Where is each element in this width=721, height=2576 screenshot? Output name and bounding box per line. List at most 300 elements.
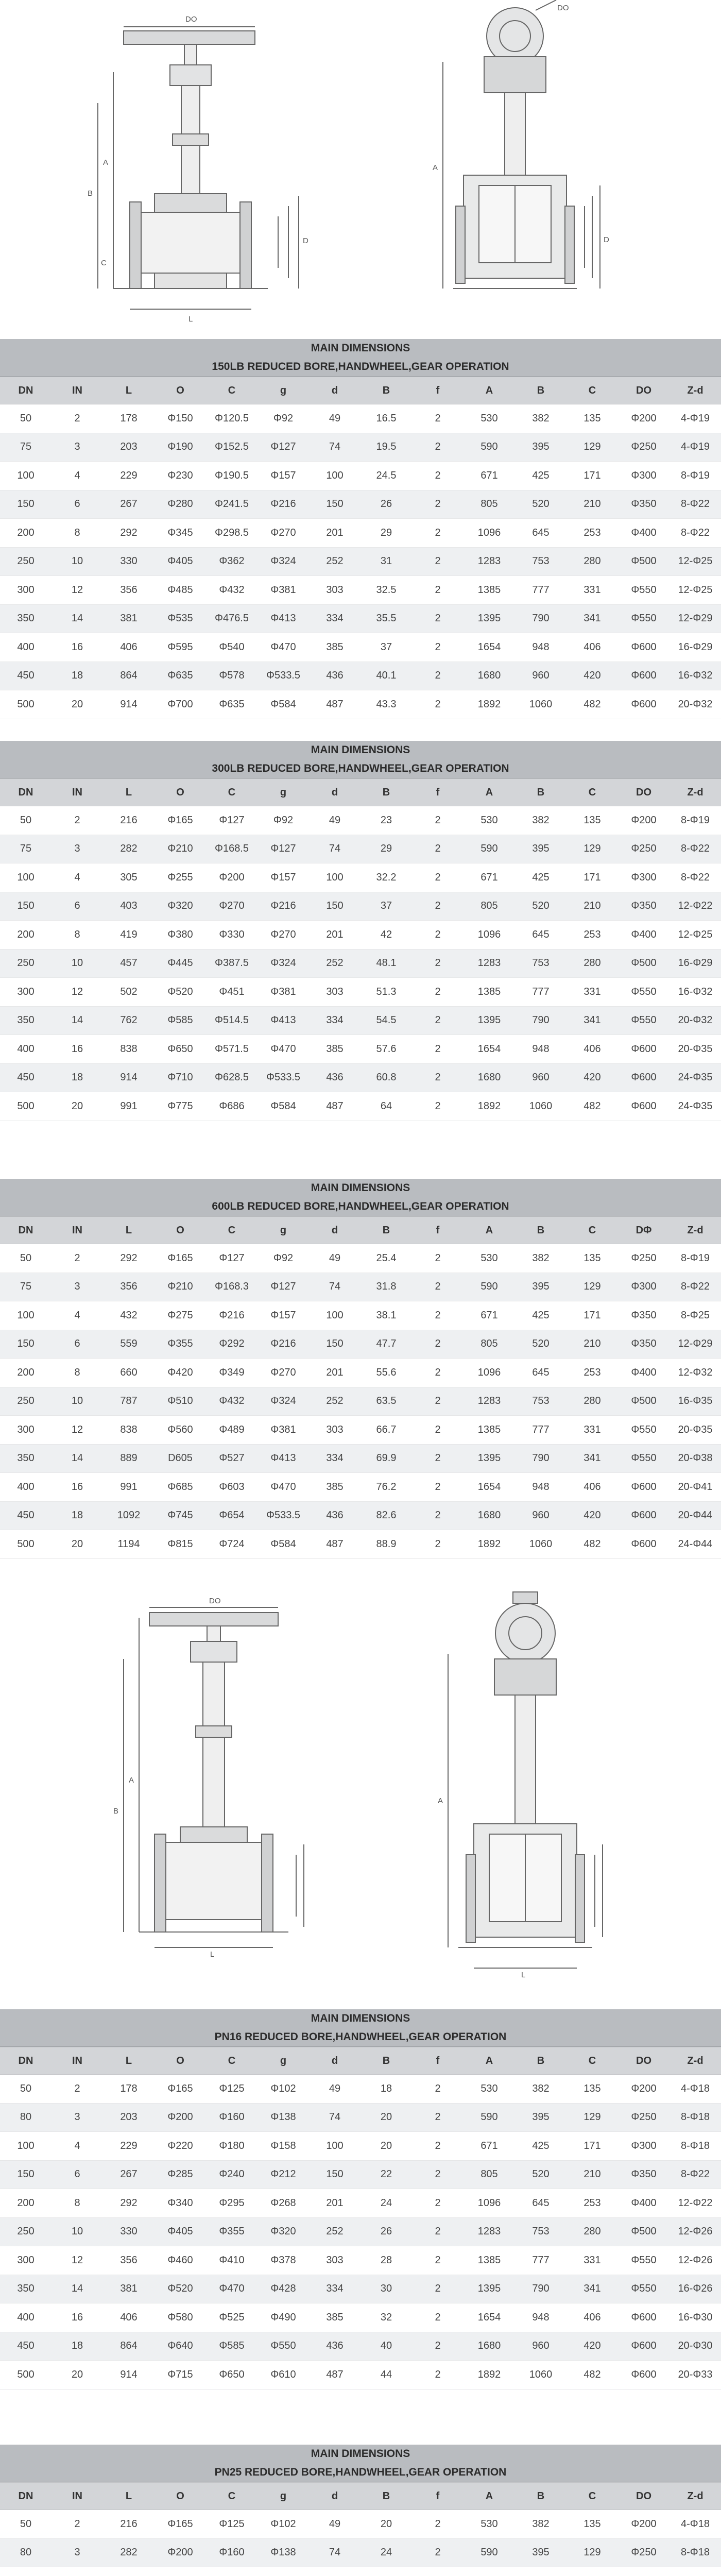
column-header: C	[566, 2483, 618, 2510]
table-cell: 100	[309, 2132, 360, 2161]
table-row	[0, 690, 721, 719]
table-cell: 395	[515, 2103, 566, 2132]
column-header: B	[515, 1217, 566, 1244]
table-cell: Φ500	[618, 547, 670, 576]
table-cell: Φ320	[258, 2217, 309, 2246]
table-cell: Φ349	[206, 1359, 258, 1387]
table-cell: 57.6	[360, 1035, 412, 1064]
table-cell: Φ340	[154, 2189, 206, 2218]
table-cell: Φ216	[258, 490, 309, 519]
table-cell: 753	[515, 949, 566, 978]
table-cell: Φ200	[618, 2075, 670, 2104]
table-cell: 10	[52, 547, 103, 576]
table-subtitle: 300LB REDUCED BORE,HANDWHEEL,GEAR OPERATION	[212, 762, 509, 774]
column-header: g	[258, 377, 309, 404]
table-cell: 300	[0, 978, 52, 1007]
table-cell: 3	[52, 835, 103, 863]
table-cell: 2	[412, 1006, 464, 1035]
table-cell: 2	[52, 2075, 103, 2104]
table-cell: 150	[0, 490, 52, 519]
table-cell: Φ600	[618, 2332, 670, 2361]
table-cell: 12-Φ22	[670, 2189, 721, 2218]
table-cell: 2	[412, 892, 464, 921]
table-cell: 382	[515, 2075, 566, 2104]
table-cell: 50	[0, 2075, 52, 2104]
table-cell: 135	[566, 2510, 618, 2539]
table-cell: 300	[0, 1416, 52, 1445]
column-header: Z-d	[670, 377, 721, 404]
table-cell: 201	[309, 1359, 360, 1387]
table-cell: 777	[515, 1416, 566, 1445]
table-cell: 8	[52, 921, 103, 950]
column-header: A	[464, 377, 515, 404]
column-header: C	[206, 1217, 258, 1244]
table-cell: Φ550	[618, 1006, 670, 1035]
table-cell: 1385	[464, 576, 515, 605]
table-row	[0, 547, 721, 576]
table-cell: 838	[103, 1416, 154, 1445]
table-cell: 201	[309, 2189, 360, 2218]
table-cell: Φ270	[258, 921, 309, 950]
table-cell: 1385	[464, 2246, 515, 2275]
table-cell: 420	[566, 2332, 618, 2361]
label-do: DO	[185, 15, 197, 24]
table-cell: 1060	[515, 690, 566, 719]
table-cell: Φ460	[154, 2246, 206, 2275]
label-b: B	[88, 189, 93, 198]
label-d: D	[303, 236, 308, 245]
table-cell: 341	[566, 1444, 618, 1473]
table-cell: Φ190.5	[206, 462, 258, 490]
table-cell: 12	[52, 978, 103, 1007]
table-header-row	[0, 1217, 721, 1244]
table-cell: 2	[412, 490, 464, 519]
table-cell: 457	[103, 949, 154, 978]
column-header: L	[103, 377, 154, 404]
table-cell: 20-Φ32	[670, 690, 721, 719]
table-cell: 420	[566, 1501, 618, 1530]
table-cell: Φ160	[206, 2538, 258, 2567]
table-cell: Φ413	[258, 604, 309, 633]
table-cell: 16	[52, 2303, 103, 2332]
table-cell: 790	[515, 2275, 566, 2303]
table-cell: 790	[515, 1444, 566, 1473]
table-cell: 530	[464, 404, 515, 433]
column-header: f	[412, 779, 464, 806]
table-cell: Φ350	[618, 1301, 670, 1330]
dimensions-table-pn25	[0, 2445, 721, 2576]
table-cell: 753	[515, 547, 566, 576]
table-cell: 100	[309, 1301, 360, 1330]
table-cell: Φ190	[154, 433, 206, 462]
table-cell: 74	[309, 1273, 360, 1301]
table-cell: 2	[412, 2332, 464, 2361]
table-cell: Φ138	[258, 2538, 309, 2567]
table-cell: Φ324	[258, 547, 309, 576]
table-cell: Φ815	[154, 1530, 206, 1559]
table-cell: 671	[464, 1301, 515, 1330]
table-cell: 171	[566, 2132, 618, 2161]
table-title: MAIN DIMENSIONS	[311, 2448, 410, 2460]
table-cell: 8-Φ22	[670, 519, 721, 548]
table-cell: Φ571.5	[206, 1035, 258, 1064]
table-cell: 4-Φ19	[670, 404, 721, 433]
table-cell: 2	[412, 519, 464, 548]
table-cell: 2	[412, 2510, 464, 2539]
table-row	[0, 1359, 721, 1387]
table-cell: 267	[103, 490, 154, 519]
table-cell: 960	[515, 2332, 566, 2361]
table-cell: 100	[309, 462, 360, 490]
column-header: DN	[0, 2047, 52, 2075]
table-cell: 50	[0, 1244, 52, 1273]
table-cell: Φ157	[258, 462, 309, 490]
table-cell: 2	[412, 2189, 464, 2218]
table-cell: Φ241.5	[206, 490, 258, 519]
table-cell: 530	[464, 806, 515, 835]
table-cell: Φ600	[618, 1063, 670, 1092]
table-cell: 520	[515, 892, 566, 921]
table-cell: 43.3	[360, 690, 412, 719]
table-cell: 303	[309, 2246, 360, 2275]
table-cell: Φ168.5	[206, 835, 258, 863]
table-cell: Φ600	[618, 1035, 670, 1064]
table-cell: 403	[103, 892, 154, 921]
table-cell: Φ686	[206, 1092, 258, 1121]
table-cell: 1060	[515, 1092, 566, 1121]
table-cell: 991	[103, 1473, 154, 1502]
table-cell: 40	[360, 2332, 412, 2361]
table-cell: 530	[464, 2510, 515, 2539]
table-cell: Φ520	[154, 2275, 206, 2303]
table-cell: Φ157	[258, 1301, 309, 1330]
table-row	[0, 662, 721, 690]
table-cell: 2	[412, 2246, 464, 2275]
table-cell: 150	[309, 1330, 360, 1359]
table-title: MAIN DIMENSIONS	[311, 2012, 410, 2024]
table-row	[0, 949, 721, 978]
table-cell: 16-Φ30	[670, 2303, 721, 2332]
table-cell: Φ745	[154, 1501, 206, 1530]
table-cell: 12-Φ25	[670, 921, 721, 950]
table-cell: 16.5	[360, 404, 412, 433]
table-heading	[0, 741, 721, 778]
table-cell: 216	[103, 806, 154, 835]
table-cell: Φ595	[154, 633, 206, 662]
table-cell: 51.3	[360, 978, 412, 1007]
label-do-right: DO	[557, 4, 569, 12]
table-cell: 210	[566, 1330, 618, 1359]
table-cell: Φ285	[154, 2160, 206, 2189]
table-cell: 18	[52, 1063, 103, 1092]
table-cell: 790	[515, 1006, 566, 1035]
table-cell: 590	[464, 433, 515, 462]
table-cell: 4-Φ18	[670, 2075, 721, 2104]
table-cell: 35.5	[360, 604, 412, 633]
table-cell: 150	[0, 892, 52, 921]
table-cell: Φ550	[618, 2246, 670, 2275]
table-cell: Φ490	[258, 2303, 309, 2332]
table-cell: 8-Φ19	[670, 1244, 721, 1273]
table-cell: 16	[52, 1035, 103, 1064]
table-cell: 60.8	[360, 1063, 412, 1092]
table-cell: 450	[0, 662, 52, 690]
table-cell: 303	[309, 1416, 360, 1445]
table-cell: 1096	[464, 2189, 515, 2218]
table-cell: 419	[103, 921, 154, 950]
table-cell: D605	[154, 1444, 206, 1473]
table-cell: 12	[52, 1416, 103, 1445]
table-cell: 4	[52, 2132, 103, 2161]
table-row	[0, 2160, 721, 2189]
table-cell: 26	[360, 2217, 412, 2246]
table-cell: Φ216	[206, 1301, 258, 1330]
table-cell: 150	[309, 2160, 360, 2189]
table-cell: Φ200	[206, 863, 258, 892]
table-cell: 2	[412, 978, 464, 1007]
table-cell: 660	[103, 1359, 154, 1387]
table-cell: 645	[515, 1359, 566, 1387]
table-cell: 74	[309, 433, 360, 462]
table-cell: 334	[309, 1006, 360, 1035]
column-header: g	[258, 779, 309, 806]
table-cell: 838	[103, 1035, 154, 1064]
table-cell: 253	[566, 2189, 618, 2218]
table-subtitle: PN25 REDUCED BORE,HANDWHEEL,GEAR OPERATION	[214, 2466, 507, 2478]
table-cell: Φ250	[618, 2538, 670, 2567]
table-cell: Φ324	[258, 949, 309, 978]
table-cell: 24-Φ35	[670, 1063, 721, 1092]
table-cell: 25.4	[360, 1244, 412, 1273]
table-cell: 49	[309, 2075, 360, 2104]
column-header: d	[309, 2483, 360, 2510]
table-cell: 150	[0, 1330, 52, 1359]
table-cell: 331	[566, 978, 618, 1007]
table-cell: 8-Φ25	[670, 1301, 721, 1330]
table-cell: 1060	[515, 1530, 566, 1559]
label-a: A	[103, 158, 109, 167]
table-cell: 777	[515, 978, 566, 1007]
table-cell: Φ381	[258, 978, 309, 1007]
table-row	[0, 2246, 721, 2275]
table-cell: 201	[309, 921, 360, 950]
table-cell: Φ578	[206, 662, 258, 690]
table-cell: 330	[103, 547, 154, 576]
table-cell: 2	[412, 1035, 464, 1064]
dimensions-table	[0, 377, 721, 719]
table-cell: 482	[566, 1092, 618, 1121]
table-cell: Φ550	[618, 604, 670, 633]
table-cell: 4	[52, 462, 103, 490]
table-cell: 250	[0, 2217, 52, 2246]
table-cell: 1395	[464, 1444, 515, 1473]
table-cell	[52, 2567, 103, 2576]
table-cell: Φ600	[618, 2303, 670, 2332]
table-cell: 216	[103, 2510, 154, 2539]
table-cell: 12-Φ25	[670, 576, 721, 605]
table-cell: Φ292	[206, 1330, 258, 1359]
table-row	[0, 433, 721, 462]
table-cell: 150	[0, 2160, 52, 2189]
table-cell: 331	[566, 2246, 618, 2275]
table-cell: 2	[412, 404, 464, 433]
table-cell: Φ120.5	[206, 404, 258, 433]
table-row	[0, 1444, 721, 1473]
table-row	[0, 806, 721, 835]
table-cell: 436	[309, 662, 360, 690]
table-cell: Φ250	[618, 2103, 670, 2132]
column-header: IN	[52, 2047, 103, 2075]
table-cell: 80	[0, 2103, 52, 2132]
table-header-row	[0, 779, 721, 806]
table-cell: Φ210	[154, 1273, 206, 1301]
table-cell: 20-Φ41	[670, 1473, 721, 1502]
table-cell: 54.5	[360, 1006, 412, 1035]
table-cell: Φ533.5	[258, 1501, 309, 1530]
table-cell: 2	[412, 949, 464, 978]
table-cell: Φ350	[618, 490, 670, 519]
table-cell: Φ350	[618, 1330, 670, 1359]
column-header: DO	[618, 779, 670, 806]
table-cell: 18	[360, 2075, 412, 2104]
table-cell: Φ300	[618, 1273, 670, 1301]
dimensions-table-300lb	[0, 741, 721, 1121]
table-cell: Φ413	[258, 1444, 309, 1473]
table-cell: Φ700	[154, 690, 206, 719]
table-cell: 948	[515, 2303, 566, 2332]
column-header: DN	[0, 2483, 52, 2510]
table-cell: 32	[360, 2303, 412, 2332]
table-cell: Φ324	[258, 1387, 309, 1416]
table-cell: Φ220	[154, 2132, 206, 2161]
table-cell: 382	[515, 2510, 566, 2539]
table-cell: 2	[412, 835, 464, 863]
table-cell: 300	[0, 2246, 52, 2275]
table-cell: 135	[566, 806, 618, 835]
column-header: B	[360, 779, 412, 806]
table-cell: 2	[412, 2103, 464, 2132]
label-c: C	[101, 259, 107, 267]
table-cell: Φ125	[206, 2075, 258, 2104]
table-cell: 1092	[103, 1501, 154, 1530]
column-header: C	[206, 2047, 258, 2075]
column-header: DO	[618, 2483, 670, 2510]
table-cell: Φ127	[206, 806, 258, 835]
table-cell: 20	[52, 1092, 103, 1121]
table-title: MAIN DIMENSIONS	[311, 342, 410, 354]
table-cell: 24	[360, 2538, 412, 2567]
table-cell: 2	[412, 1092, 464, 1121]
table-cell: 1395	[464, 604, 515, 633]
table-cell: 31	[360, 547, 412, 576]
table-cell: 350	[0, 1444, 52, 1473]
label-do-2: DO	[209, 1597, 221, 1605]
table-cell: 2	[412, 1416, 464, 1445]
table-cell: Φ350	[618, 2160, 670, 2189]
table-cell: 16-Φ35	[670, 1387, 721, 1416]
table-cell: 250	[0, 949, 52, 978]
table-cell: 303	[309, 576, 360, 605]
table-cell: 487	[309, 1530, 360, 1559]
table-cell: 64	[360, 1092, 412, 1121]
table-cell: 252	[309, 547, 360, 576]
table-cell: Φ268	[258, 2189, 309, 2218]
table-cell: 250	[0, 1387, 52, 1416]
table-cell: Φ584	[258, 1092, 309, 1121]
table-cell: 948	[515, 1035, 566, 1064]
table-cell: 31.8	[360, 1273, 412, 1301]
table-cell: Φ158	[258, 2132, 309, 2161]
label-a-right: A	[433, 163, 438, 172]
table-heading	[0, 2009, 721, 2047]
table-row	[0, 462, 721, 490]
table-row	[0, 404, 721, 433]
column-header: O	[154, 2483, 206, 2510]
table-row	[0, 2103, 721, 2132]
table-cell: Φ387.5	[206, 949, 258, 978]
table-cell: 1096	[464, 519, 515, 548]
table-cell: 2	[412, 633, 464, 662]
column-header: B	[515, 377, 566, 404]
table-cell: 960	[515, 1063, 566, 1092]
table-cell: Φ165	[154, 1244, 206, 1273]
column-header: C	[566, 779, 618, 806]
table-cell: 1892	[464, 1530, 515, 1559]
table-cell: 3	[52, 2103, 103, 2132]
table-cell: 520	[515, 490, 566, 519]
table-cell: 1283	[464, 949, 515, 978]
table-cell: Φ510	[154, 1387, 206, 1416]
table-cell: 2	[412, 662, 464, 690]
column-header: B	[360, 1217, 412, 1244]
table-cell: 47.7	[360, 1330, 412, 1359]
table-cell: Φ92	[258, 404, 309, 433]
table-cell: 356	[103, 1273, 154, 1301]
table-cell: Φ476.5	[206, 604, 258, 633]
table-cell: 37	[360, 633, 412, 662]
table-cell: 1892	[464, 2361, 515, 2389]
table-cell: 2	[412, 1273, 464, 1301]
table-cell: 20-Φ33	[670, 2361, 721, 2389]
label-a-right-2: A	[438, 1797, 443, 1805]
table-cell: 2	[412, 2538, 464, 2567]
table-cell: 1096	[464, 1359, 515, 1387]
table-cell: 292	[103, 519, 154, 548]
table-cell: 2	[52, 404, 103, 433]
table-cell: 395	[515, 835, 566, 863]
table-cell: 8-Φ22	[670, 2160, 721, 2189]
table-cell: Φ585	[154, 1006, 206, 1035]
table-cell: Φ250	[618, 1244, 670, 1273]
table-cell: Φ540	[206, 633, 258, 662]
table-cell: Φ410	[206, 2246, 258, 2275]
table-cell: Φ298.5	[206, 519, 258, 548]
table-cell: 406	[566, 1035, 618, 1064]
table-cell: Φ600	[618, 690, 670, 719]
table-cell: Φ405	[154, 2217, 206, 2246]
table-cell: 280	[566, 2217, 618, 2246]
column-header: B	[515, 2047, 566, 2075]
table-cell: 100	[0, 863, 52, 892]
table-cell: 253	[566, 921, 618, 950]
table-cell: 341	[566, 2275, 618, 2303]
table-cell: 267	[103, 2160, 154, 2189]
table-cell: 2	[412, 1063, 464, 1092]
table-cell: 350	[0, 1006, 52, 1035]
table-cell: Φ413	[258, 1006, 309, 1035]
table-header-row	[0, 2047, 721, 2075]
column-header: Z-d	[670, 779, 721, 806]
